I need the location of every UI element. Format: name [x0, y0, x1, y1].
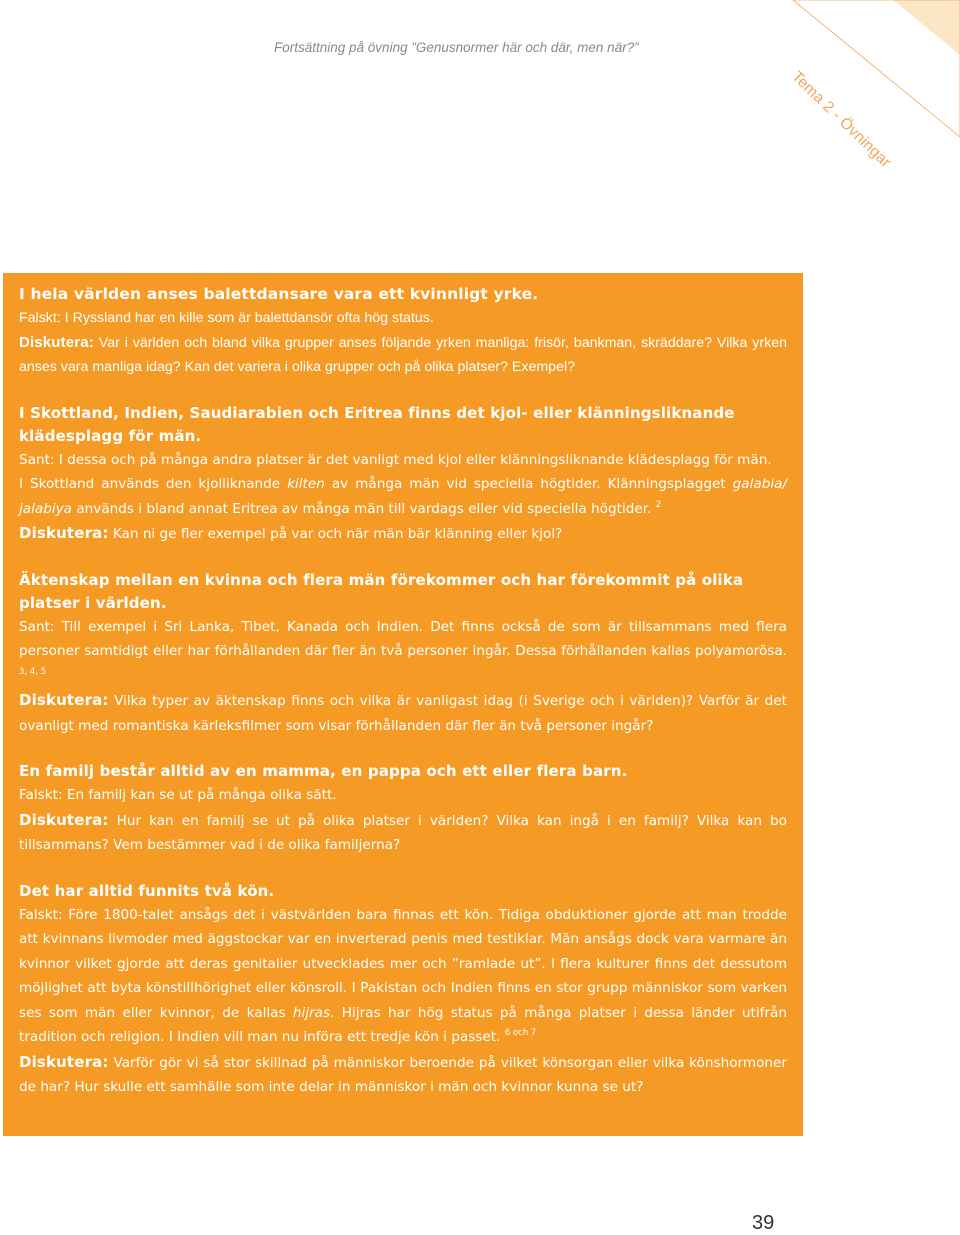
exercise-panel — [3, 273, 803, 1136]
statement-section-4 — [19, 760, 787, 858]
discussion-prompt — [19, 521, 787, 547]
discussion-prompt — [19, 688, 787, 738]
verdict-text: Falskt: Före 1800-talet ansågs det i västvärlden bara finnas ett kön. Tidiga obduktioner gjorde att man trodde att kvinnans livmoder med äggstockar var en inverterad penis med testiklar. Män ansågs dock vara varmare än kvinnor vilket gjorde att deras genitalier utvecklades mer och ”ramlade ut”. I flera kulturer finns det dessutom möjlighet att byta könstillhörighet eller könsroll. I Pakistan och Indien finns en stor grupp människor som varken ses som män eller kvinnor, de kallas — [19, 906, 787, 1021]
running-header: Fortsättning på övning ”Genusnormer här och där, men när?” — [274, 40, 639, 55]
discuss-text: Var i världen och bland vilka grupper anses följande yrken manliga: frisör, bankman, skräddare? Vilka yrken anses vara manliga idag? Kan det variera i olika grupper och på olika platser? Exempel? — [19, 334, 787, 375]
statement-verdict: Sant: I dessa och på många andra platser är det vanligt med kjol eller klänningsliknande klädesplagg för män. — [19, 451, 772, 468]
term-galabia: galabia/ jalabiya — [19, 476, 788, 517]
statement-section-2 — [19, 402, 787, 547]
term-kilt: kilten — [287, 476, 325, 492]
discuss-text: Hur kan en familj se ut på olika platser i världen? Vilka kan ingå i en familj? Vilka kan bo tillsammans? Vem bestämmer vad i de olika familjerna? — [19, 812, 788, 853]
page-number: 39 — [752, 1212, 775, 1234]
chapter-label: Tema 2 - Övningar — [788, 68, 895, 172]
discuss-label: Diskutera: — [19, 333, 94, 351]
explanation-text: I Skottland används den kjolliknande — [19, 476, 281, 492]
discuss-text: Vilka typer av äktenskap finns och vilka är vanligast idag (i Sverige och i världen)? Varför är det ovanligt med romantiska kärleksfilmer som visar förhållanden där fler än två personer ingår? — [19, 693, 787, 734]
explanation-text: används i bland annat Eritrea av många män till vardags eller vid speciella högtider. — [76, 500, 652, 517]
statement-section-3 — [19, 569, 787, 739]
statement-explanation — [19, 472, 787, 521]
statement-heading: I Skottland, Indien, Saudiarabien och Eritrea finns det kjol- eller klänningsliknande klädesplagg för män. — [19, 403, 735, 445]
discuss-text: Kan ni ge fler exempel på var och när män bär klänning eller kjol? — [112, 526, 563, 542]
corner-accent — [893, 0, 960, 55]
statement-verdict: Falskt: I Ryssland har en kille som är balettdansör ofta hög status. — [19, 310, 434, 326]
discussion-prompt — [19, 331, 787, 380]
statement-section-1 — [19, 283, 787, 380]
discuss-label: Diskutera: — [19, 810, 109, 829]
statement-verdict — [19, 903, 787, 1050]
statement-heading: En familj består alltid av en mamma, en pappa och ett eller flera barn. — [19, 762, 628, 780]
verdict-text: . Hijras har hög status på många platser i dessa länder utifrån tradition och religion. I Indien vill man nu införa ett tredje kön i passet. — [19, 1004, 787, 1045]
statement-verdict — [19, 615, 787, 689]
statement-heading: I hela världen anses balettdansare vara ett kvinnligt yrke. — [19, 285, 539, 303]
footnote-ref: 6 och 7 — [504, 1028, 537, 1038]
discussion-prompt — [19, 808, 787, 858]
discuss-label: Diskutera: — [19, 691, 109, 709]
footnote-ref: 3, 4, 5 — [19, 666, 47, 677]
corner-triangle — [793, 0, 960, 137]
statement-heading: Det har alltid funnits två kön. — [19, 881, 275, 900]
statement-heading: Äktenskap mellan en kvinna och flera män förekommer och har förekommit på olika platser i världen. — [19, 570, 744, 612]
footnote-ref: 2 — [655, 499, 662, 510]
term-hijras: hijras — [292, 1004, 331, 1021]
statement-verdict: Falskt: En familj kan se ut på många olika sätt. — [19, 787, 337, 803]
discuss-text: Varför gör vi så stor skillnad på människor beroende på vilket könsorgan eller vilka könshormoner de har? Hur skulle ett samhälle som inte delar in människor i män och kvinnor kunna se ut? — [19, 1054, 787, 1095]
explanation-text: av många män vid speciella högtider. Klänningsplagget — [331, 476, 726, 492]
statement-section-5 — [19, 880, 787, 1100]
verdict-text: Sant: Till exempel i Sri Lanka, Tibet, Kanada och Indien. Det finns också de som är tillsammans med flera personer samtidigt eller har förhållanden där fler än två personer ingår. Dessa förhållanden kallas polyamorösa. — [19, 618, 787, 659]
corner-decoration — [0, 0, 960, 160]
discuss-label: Diskutera: — [19, 524, 109, 542]
discussion-prompt — [19, 1050, 787, 1100]
discuss-label: Diskutera: — [19, 1052, 109, 1071]
